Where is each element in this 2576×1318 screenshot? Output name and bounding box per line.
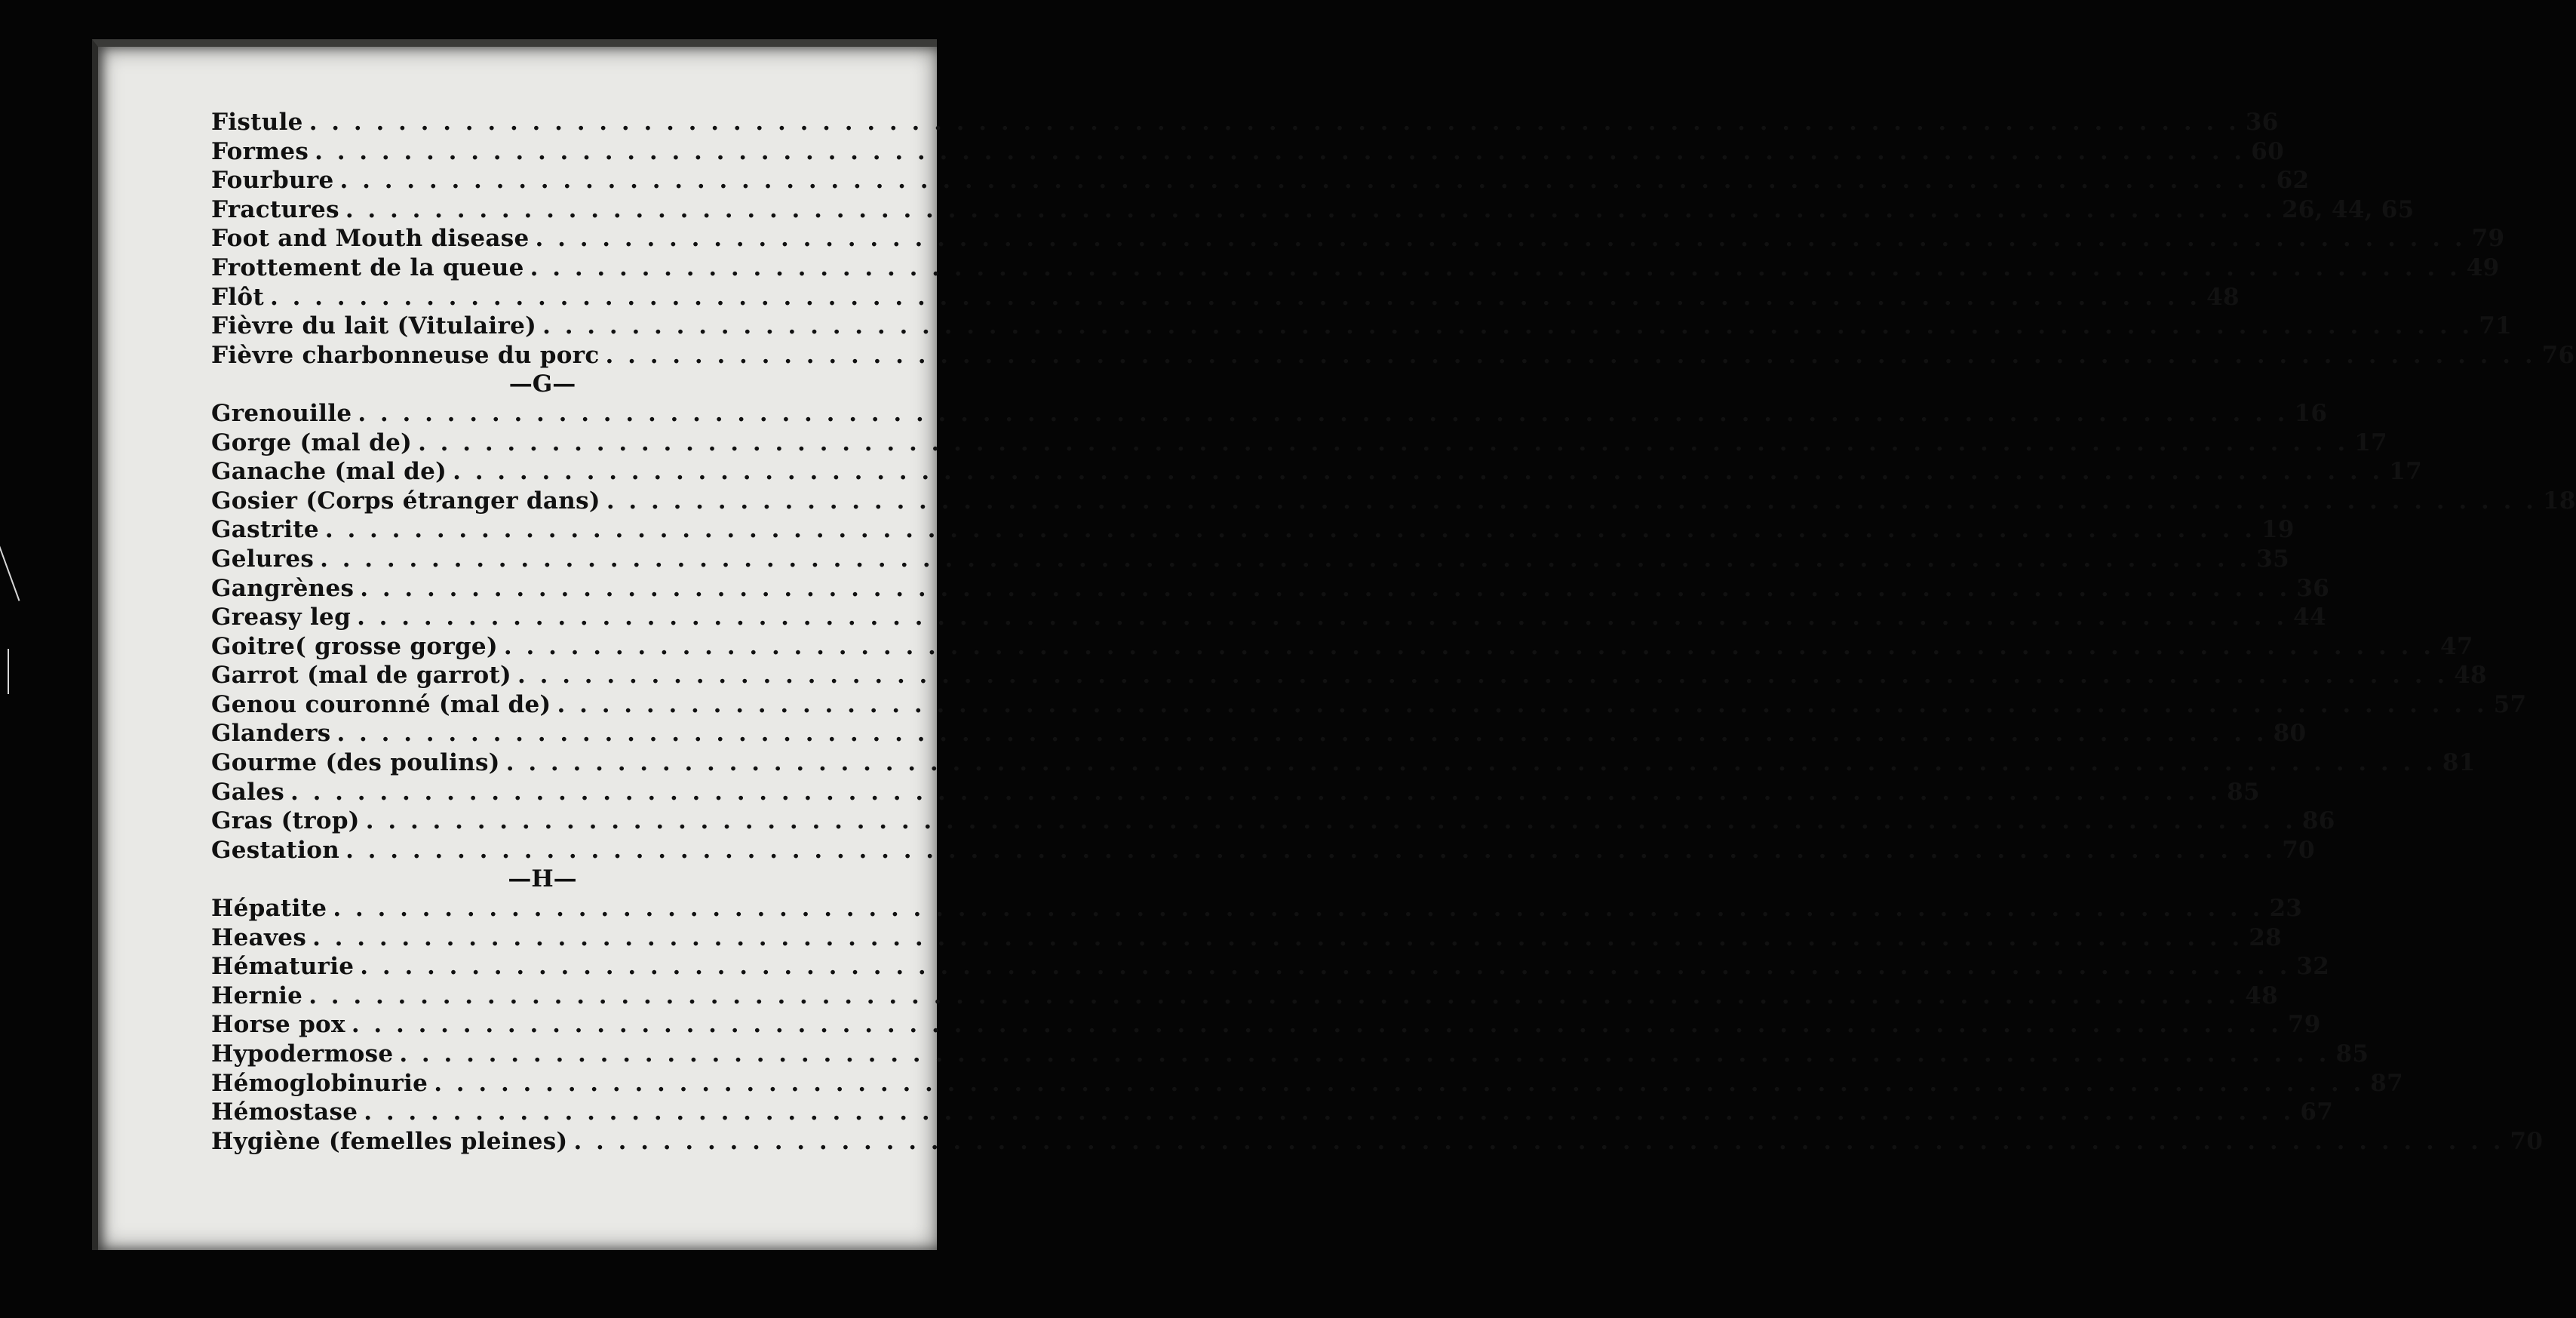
dot-leader: . . . . . . . . . . . . . . . . . . . . . . . . . . . . . . . . . . . . . . . . . . . . . . . . . . . . . . . . . . . . . . . . . . . . . . . . . . . . . . . . . . . . . . . bbox=[269, 283, 2201, 311]
dot-leader: . . . . . . . . . . . . . . . . . . . . . . . . . . . . . . . . . . . . . . . . . . . . . . . . . . . . . . . . . . . . . . . . . . . . . . . . . . . . . . . . . . . . . . . bbox=[605, 341, 2536, 369]
dot-leader: . . . . . . . . . . . . . . . . . . . . . . . . . . . . . . . . . . . . . . . . . . . . . . . . . . . . . . . . . . . . . . . . . . . . . . . . . . . . . . . . . . . . . . . bbox=[453, 458, 2384, 486]
index-term: Fourbure bbox=[211, 167, 334, 195]
page-number: 48 bbox=[2245, 982, 2279, 1009]
index-entry bbox=[211, 778, 2260, 807]
index-entry bbox=[211, 632, 2473, 662]
index-entry bbox=[211, 923, 2282, 953]
index-term: Hémoglobinurie bbox=[211, 1069, 428, 1097]
page-number: 17 bbox=[2354, 429, 2387, 456]
dot-leader: . . . . . . . . . . . . . . . . . . . . . . . . . . . . . . . . . . . . . . . . . . . . . . . . . . . . . . . . . . . . . . . . . . . . . . . . . . . . . . . . . . . . . . . bbox=[333, 895, 2264, 923]
index-term: Fractures bbox=[211, 195, 339, 223]
page-number: 81 bbox=[2442, 749, 2476, 777]
dot-leader: . . . . . . . . . . . . . . . . . . . . . . . . . . . . . . . . . . . . . . . . . . . . . . . . . . . . . . . . . . . . . . . . . . . . . . . . . . . . . . . . . . . . . . . bbox=[505, 749, 2436, 777]
page-number: 87 bbox=[2370, 1069, 2404, 1097]
index-entry bbox=[211, 399, 2328, 429]
section-letter-heading: —G— bbox=[508, 370, 576, 398]
index-term: Genou couronné (mal de) bbox=[211, 690, 551, 718]
page-number: 47 bbox=[2440, 632, 2473, 660]
page-number: 85 bbox=[2335, 1040, 2369, 1068]
page-number: 49 bbox=[2466, 253, 2500, 281]
dot-leader: . . . . . . . . . . . . . . . . . . . . . . . . . . . . . . . . . . . . . . . . . . . . . . . . . . . . . . . . . . . . . . . . . . . . . . . . . . . . . . . . . . . . . . . bbox=[360, 574, 2291, 602]
index-term: Gourme (des poulins) bbox=[211, 749, 500, 777]
index-term: Gelures bbox=[211, 545, 315, 573]
index-entry bbox=[211, 574, 2330, 604]
page-number: 18 bbox=[2542, 487, 2576, 515]
index-entry bbox=[211, 341, 2575, 370]
index-term: Grenouille bbox=[211, 399, 352, 427]
dot-leader: . . . . . . . . . . . . . . . . . . . . . . . . . . . . . . . . . . . . . . . . . . . . . . . . . . . . . . . . . . . . . . . . . . . . . . . . . . . . . . . . . . . . . . . bbox=[573, 1127, 2504, 1155]
dot-leader: . . . . . . . . . . . . . . . . . . . . . . . . . . . . . . . . . . . . . . . . . . . . . . . . . . . . . . . . . . . . . . . . . . . . . . . . . . . . . . . . . . . . . . . bbox=[434, 1069, 2365, 1097]
index-term: Frottement de la queue bbox=[211, 253, 524, 281]
scan-scratch bbox=[8, 649, 9, 694]
dot-leader: . . . . . . . . . . . . . . . . . . . . . . . . . . . . . . . . . . . . . . . . . . . . . . . . . . . . . . . . . . . . . . . . . . . . . . . . . . . . . . . . . . . . . . . bbox=[290, 778, 2221, 806]
index-term: Hypodermose bbox=[211, 1040, 394, 1068]
index-entry bbox=[211, 719, 2307, 748]
index-term: Gestation bbox=[211, 836, 340, 864]
page-number: 85 bbox=[2227, 778, 2260, 806]
dot-leader: . . . . . . . . . . . . . . . . . . . . . . . . . . . . . . . . . . . . . . . . . . . . . . . . . . . . . . . . . . . . . . . . . . . . . . . . . . . . . . . . . . . . . . . bbox=[399, 1040, 2330, 1068]
index-entry bbox=[211, 982, 2279, 1011]
index-entry bbox=[211, 545, 2289, 574]
index-entry bbox=[211, 1069, 2404, 1098]
index-entry bbox=[211, 1010, 2321, 1040]
index-entry bbox=[211, 195, 2415, 225]
dot-leader: . . . . . . . . . . . . . . . . . . . . . . . . . . . . . . . . . . . . . . . . . . . . . . . . . . . . . . . . . . . . . . . . . . . . . . . . . . . . . . . . . . . . . . . bbox=[345, 836, 2277, 864]
page-number: 62 bbox=[2276, 167, 2310, 195]
dot-leader: . . . . . . . . . . . . . . . . . . . . . . . . . . . . . . . . . . . . . . . . . . . . . . . . . . . . . . . . . . . . . . . . . . . . . . . . . . . . . . . . . . . . . . . bbox=[542, 312, 2473, 340]
index-term: Fièvre du lait (Vitulaire) bbox=[211, 312, 537, 340]
index-term: Heaves bbox=[211, 923, 307, 951]
index-entry bbox=[211, 603, 2326, 632]
page-number: 36 bbox=[2296, 574, 2330, 602]
page-number: 48 bbox=[2206, 283, 2240, 311]
page-number: 76 bbox=[2541, 341, 2575, 369]
index-term: Hépatite bbox=[211, 895, 327, 923]
page-number: 17 bbox=[2389, 458, 2422, 486]
index-term: Hernie bbox=[211, 982, 303, 1009]
index-term: Horse pox bbox=[211, 1011, 345, 1039]
dot-leader: . . . . . . . . . . . . . . . . . . . . . . . . . . . . . . . . . . . . . . . . . . . . . . . . . . . . . . . . . . . . . . . . . . . . . . . . . . . . . . . . . . . . . . . bbox=[535, 225, 2466, 253]
index-entry bbox=[211, 224, 2505, 253]
dot-leader: . . . . . . . . . . . . . . . . . . . . . . . . . . . . . . . . . . . . . . . . . . . . . . . . . . . . . . . . . . . . . . . . . . . . . . . . . . . . . . . . . . . . . . . bbox=[315, 137, 2246, 165]
index-term: Fièvre charbonneuse du porc bbox=[211, 341, 600, 369]
index-entry bbox=[211, 137, 2284, 167]
index-term: Flôt bbox=[211, 283, 264, 311]
dot-leader: . . . . . . . . . . . . . . . . . . . . . . . . . . . . . . . . . . . . . . . . . . . . . . . . . . . . . . . . . . . . . . . . . . . . . . . . . . . . . . . . . . . . . . . bbox=[418, 429, 2349, 456]
index-term: Ganache (mal de) bbox=[211, 458, 447, 486]
index-term: Hématurie bbox=[211, 953, 355, 981]
dot-leader: . . . . . . . . . . . . . . . . . . . . . . . . . . . . . . . . . . . . . . . . . . . . . . . . . . . . . . . . . . . . . . . . . . . . . . . . . . . . . . . . . . . . . . . bbox=[358, 399, 2289, 427]
page-number: 79 bbox=[2287, 1011, 2321, 1039]
page-number: 57 bbox=[2493, 690, 2527, 718]
page-number: 48 bbox=[2454, 662, 2487, 690]
dot-leader: . . . . . . . . . . . . . . . . . . . . . . . . . . . . . . . . . . . . . . . . . . . . . . . . . . . . . . . . . . . . . . . . . . . . . . . . . . . . . . . . . . . . . . . bbox=[320, 545, 2251, 573]
index-entry bbox=[211, 748, 2476, 778]
index-term: Gras (trop) bbox=[211, 807, 360, 835]
page-number: 16 bbox=[2294, 399, 2328, 427]
page-number: 26, 44, 65 bbox=[2281, 195, 2415, 223]
dot-leader: . . . . . . . . . . . . . . . . . . . . . . . . . . . . . . . . . . . . . . . . . . . . . . . . . . . . . . . . . . . . . . . . . . . . . . . . . . . . . . . . . . . . . . . bbox=[336, 720, 2267, 748]
section-letter-heading: —H— bbox=[508, 865, 577, 893]
dot-leader: . . . . . . . . . . . . . . . . . . . . . . . . . . . . . . . . . . . . . . . . . . . . . . . . . . . . . . . . . . . . . . . . . . . . . . . . . . . . . . . . . . . . . . . bbox=[503, 632, 2435, 660]
dot-leader: . . . . . . . . . . . . . . . . . . . . . . . . . . . . . . . . . . . . . . . . . . . . . . . . . . . . . . . . . . . . . . . . . . . . . . . . . . . . . . . . . . . . . . . bbox=[309, 109, 2240, 136]
index-entry bbox=[211, 457, 2422, 487]
dot-leader: . . . . . . . . . . . . . . . . . . . . . . . . . . . . . . . . . . . . . . . . . . . . . . . . . . . . . . . . . . . . . . . . . . . . . . . . . . . . . . . . . . . . . . . bbox=[339, 167, 2271, 195]
index-term: Formes bbox=[211, 137, 309, 165]
index-term: Gosier (Corps étranger dans) bbox=[211, 487, 600, 515]
index-entry bbox=[211, 1127, 2544, 1157]
dot-leader: . . . . . . . . . . . . . . . . . . . . . . . . . . . . . . . . . . . . . . . . . . . . . . . . . . . . . . . . . . . . . . . . . . . . . . . . . . . . . . . . . . . . . . . bbox=[357, 604, 2288, 631]
index-entry bbox=[211, 515, 2295, 545]
index-entry bbox=[211, 806, 2335, 836]
index-entry bbox=[211, 253, 2500, 283]
page-number: 35 bbox=[2256, 545, 2289, 573]
index-entry bbox=[211, 894, 2303, 923]
index-entry bbox=[211, 1040, 2369, 1069]
index-term: Goitre( grosse gorge) bbox=[211, 632, 498, 660]
page-number: 86 bbox=[2301, 807, 2335, 835]
index-entry bbox=[211, 283, 2240, 312]
index-entry bbox=[211, 836, 2315, 865]
page-number: 71 bbox=[2479, 312, 2512, 340]
index-term: Glanders bbox=[211, 720, 331, 748]
index-entry bbox=[211, 108, 2279, 137]
page-number: 67 bbox=[2300, 1098, 2334, 1126]
index-entry bbox=[211, 690, 2527, 720]
index-entry bbox=[211, 661, 2487, 690]
dot-leader: . . . . . . . . . . . . . . . . . . . . . . . . . . . . . . . . . . . . . . . . . . . . . . . . . . . . . . . . . . . . . . . . . . . . . . . . . . . . . . . . . . . . . . . bbox=[345, 195, 2276, 223]
page-number: 23 bbox=[2269, 895, 2303, 923]
page-number: 60 bbox=[2251, 137, 2284, 165]
dot-leader: . . . . . . . . . . . . . . . . . . . . . . . . . . . . . . . . . . . . . . . . . . . . . . . . . . . . . . . . . . . . . . . . . . . . . . . . . . . . . . . . . . . . . . . bbox=[364, 1098, 2295, 1126]
index-term: Garrot (mal de garrot) bbox=[211, 662, 512, 690]
dot-leader: . . . . . . . . . . . . . . . . . . . . . . . . . . . . . . . . . . . . . . . . . . . . . . . . . . . . . . . . . . . . . . . . . . . . . . . . . . . . . . . . . . . . . . . bbox=[324, 516, 2255, 544]
index-entry bbox=[211, 952, 2330, 982]
index-entry bbox=[211, 312, 2512, 341]
page-number: 19 bbox=[2261, 516, 2295, 544]
dot-leader: . . . . . . . . . . . . . . . . . . . . . . . . . . . . . . . . . . . . . . . . . . . . . . . . . . . . . . . . . . . . . . . . . . . . . . . . . . . . . . . . . . . . . . . bbox=[557, 690, 2488, 718]
index-entry bbox=[211, 429, 2387, 458]
index-entry bbox=[211, 166, 2310, 195]
dot-leader: . . . . . . . . . . . . . . . . . . . . . . . . . . . . . . . . . . . . . . . . . . . . . . . . . . . . . . . . . . . . . . . . . . . . . . . . . . . . . . . . . . . . . . . bbox=[312, 923, 2243, 951]
index-term: Gangrènes bbox=[211, 574, 355, 602]
index-term: Gorge (mal de) bbox=[211, 429, 413, 456]
index-term: Fistule bbox=[211, 109, 303, 136]
page-number: 36 bbox=[2245, 109, 2279, 136]
index-term: Gales bbox=[211, 778, 285, 806]
index-term: Hémostase bbox=[211, 1098, 358, 1126]
page-number: 28 bbox=[2249, 923, 2282, 951]
page-number: 32 bbox=[2296, 953, 2330, 981]
index-entry bbox=[211, 487, 2576, 516]
index-list bbox=[211, 108, 2576, 1156]
dot-leader: . . . . . . . . . . . . . . . . . . . . . . . . . . . . . . . . . . . . . . . . . . . . . . . . . . . . . . . . . . . . . . . . . . . . . . . . . . . . . . . . . . . . . . . bbox=[360, 953, 2291, 981]
dot-leader: . . . . . . . . . . . . . . . . . . . . . . . . . . . . . . . . . . . . . . . . . . . . . . . . . . . . . . . . . . . . . . . . . . . . . . . . . . . . . . . . . . . . . . . bbox=[365, 807, 2296, 835]
scan-scratch bbox=[0, 515, 20, 601]
dot-leader: . . . . . . . . . . . . . . . . . . . . . . . . . . . . . . . . . . . . . . . . . . . . . . . . . . . . . . . . . . . . . . . . . . . . . . . . . . . . . . . . . . . . . . . bbox=[351, 1011, 2282, 1039]
page-number: 80 bbox=[2273, 720, 2307, 748]
index-entry bbox=[211, 1098, 2334, 1127]
page-number: 70 bbox=[2510, 1127, 2544, 1155]
index-term: Gastrite bbox=[211, 516, 319, 544]
dot-leader: . . . . . . . . . . . . . . . . . . . . . . . . . . . . . . . . . . . . . . . . . . . . . . . . . . . . . . . . . . . . . . . . . . . . . . . . . . . . . . . . . . . . . . . bbox=[309, 982, 2240, 1009]
dot-leader: . . . . . . . . . . . . . . . . . . . . . . . . . . . . . . . . . . . . . . . . . . . . . . . . . . . . . . . . . . . . . . . . . . . . . . . . . . . . . . . . . . . . . . . bbox=[530, 253, 2461, 281]
page-number: 44 bbox=[2293, 604, 2326, 631]
index-term: Foot and Mouth disease bbox=[211, 225, 530, 253]
page-number: 79 bbox=[2471, 225, 2505, 253]
index-term: Greasy leg bbox=[211, 604, 352, 631]
dot-leader: . . . . . . . . . . . . . . . . . . . . . . . . . . . . . . . . . . . . . . . . . . . . . . . . . . . . . . . . . . . . . . . . . . . . . . . . . . . . . . . . . . . . . . . bbox=[517, 662, 2449, 690]
dot-leader: . . . . . . . . . . . . . . . . . . . . . . . . . . . . . . . . . . . . . . . . . . . . . . . . . . . . . . . . . . . . . . . . . . . . . . . . . . . . . . . . . . . . . . . bbox=[606, 487, 2537, 515]
page-number: 70 bbox=[2282, 836, 2315, 864]
index-term: Hygiène (femelles pleines) bbox=[211, 1127, 568, 1155]
